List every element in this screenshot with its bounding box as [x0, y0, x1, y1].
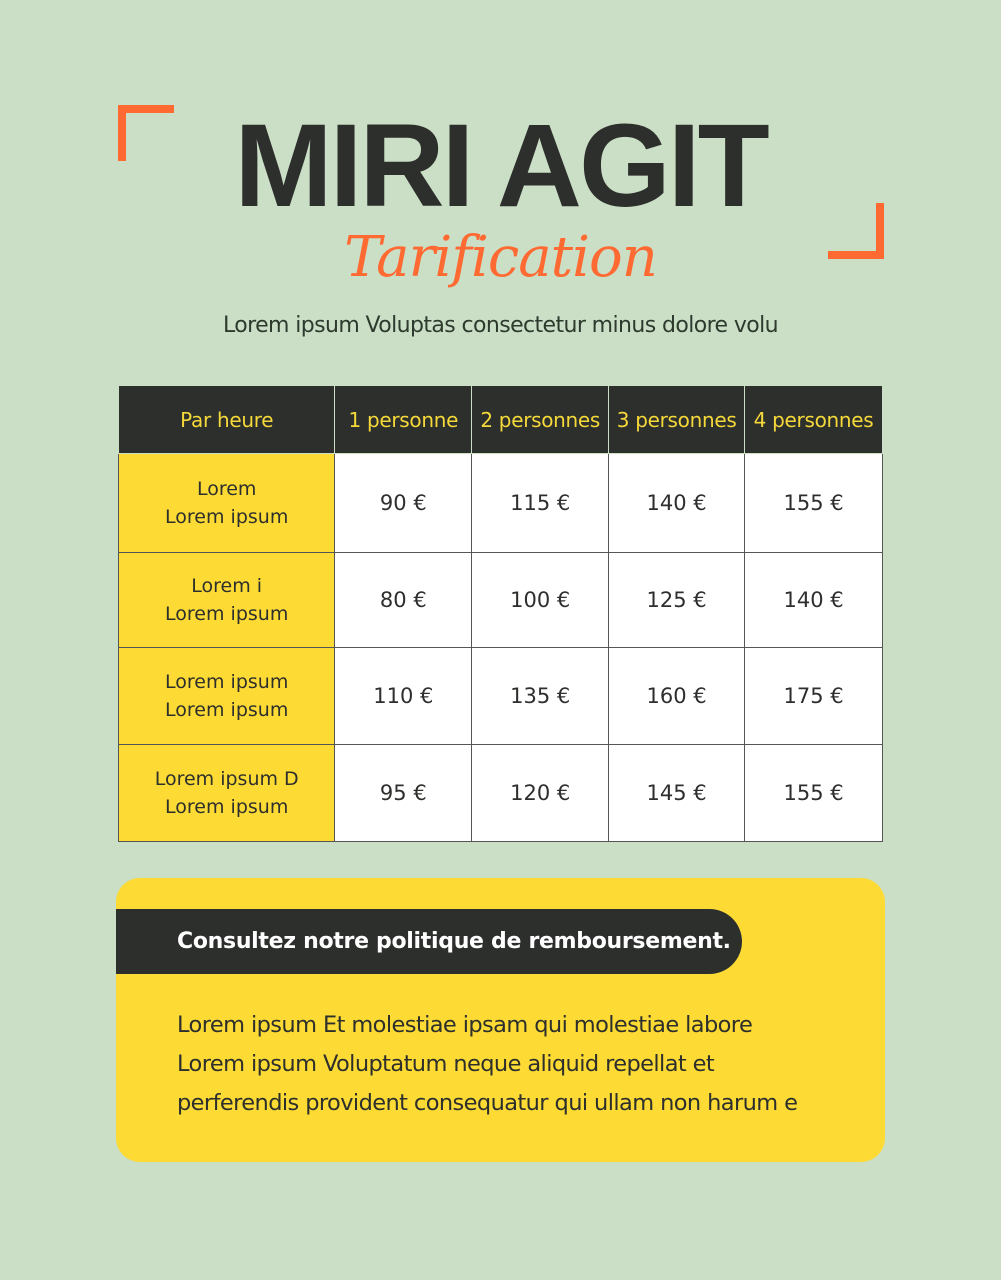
policy-heading: Consultez notre politique de remboursement. — [116, 909, 742, 974]
row-label — [119, 648, 335, 745]
header-cell: Par heure — [119, 386, 335, 454]
policy-line: perferendis provident consequatur qui ullam non harum e — [177, 1090, 798, 1116]
policy-text — [177, 1006, 797, 1123]
row-label-line: Lorem ipsum — [165, 506, 289, 528]
pricing-table — [118, 385, 883, 842]
header-cell: 4 personnes — [745, 386, 883, 454]
price-cell: 115 € — [472, 454, 609, 553]
table-header-row — [119, 386, 883, 454]
price-cell: 140 € — [745, 553, 883, 648]
price-cell: 155 € — [745, 745, 883, 842]
price-cell: 120 € — [472, 745, 609, 842]
policy-line: Lorem ipsum Et molestiae ipsam qui molestiae labore — [177, 1012, 753, 1038]
row-label-line: Lorem i — [191, 575, 263, 597]
lead-text: Lorem ipsum Voluptas consectetur minus dolore volu — [222, 313, 778, 338]
row-label-line: Lorem — [196, 478, 257, 500]
price-cell: 125 € — [609, 553, 745, 648]
row-label-line: Lorem ipsum D — [154, 768, 299, 790]
price-cell: 110 € — [335, 648, 472, 745]
price-cell: 145 € — [609, 745, 745, 842]
header-cell: 2 personnes — [472, 386, 609, 454]
header-cell: 3 personnes — [609, 386, 745, 454]
table-row — [119, 745, 883, 842]
price-cell: 155 € — [745, 454, 883, 553]
policy-line: Lorem ipsum Voluptatum neque aliquid repellat et — [177, 1051, 715, 1077]
row-label-line: Lorem ipsum — [165, 796, 289, 818]
table-row — [119, 648, 883, 745]
price-cell: 140 € — [609, 454, 745, 553]
price-cell: 135 € — [472, 648, 609, 745]
price-cell: 80 € — [335, 553, 472, 648]
price-cell: 175 € — [745, 648, 883, 745]
row-label — [119, 454, 335, 553]
table-row — [119, 454, 883, 553]
price-cell: 160 € — [609, 648, 745, 745]
header-cell: 1 personne — [335, 386, 472, 454]
price-cell: 100 € — [472, 553, 609, 648]
price-cell: 90 € — [335, 454, 472, 553]
price-cell: 95 € — [335, 745, 472, 842]
page-subtitle: Tarification — [344, 225, 657, 290]
table-row — [119, 553, 883, 648]
row-label — [119, 745, 335, 842]
row-label-line: Lorem ipsum — [165, 603, 289, 625]
row-label — [119, 553, 335, 648]
row-label-line: Lorem ipsum — [165, 671, 289, 693]
page-title: MIRI AGIT — [234, 100, 767, 232]
row-label-line: Lorem ipsum — [165, 699, 289, 721]
